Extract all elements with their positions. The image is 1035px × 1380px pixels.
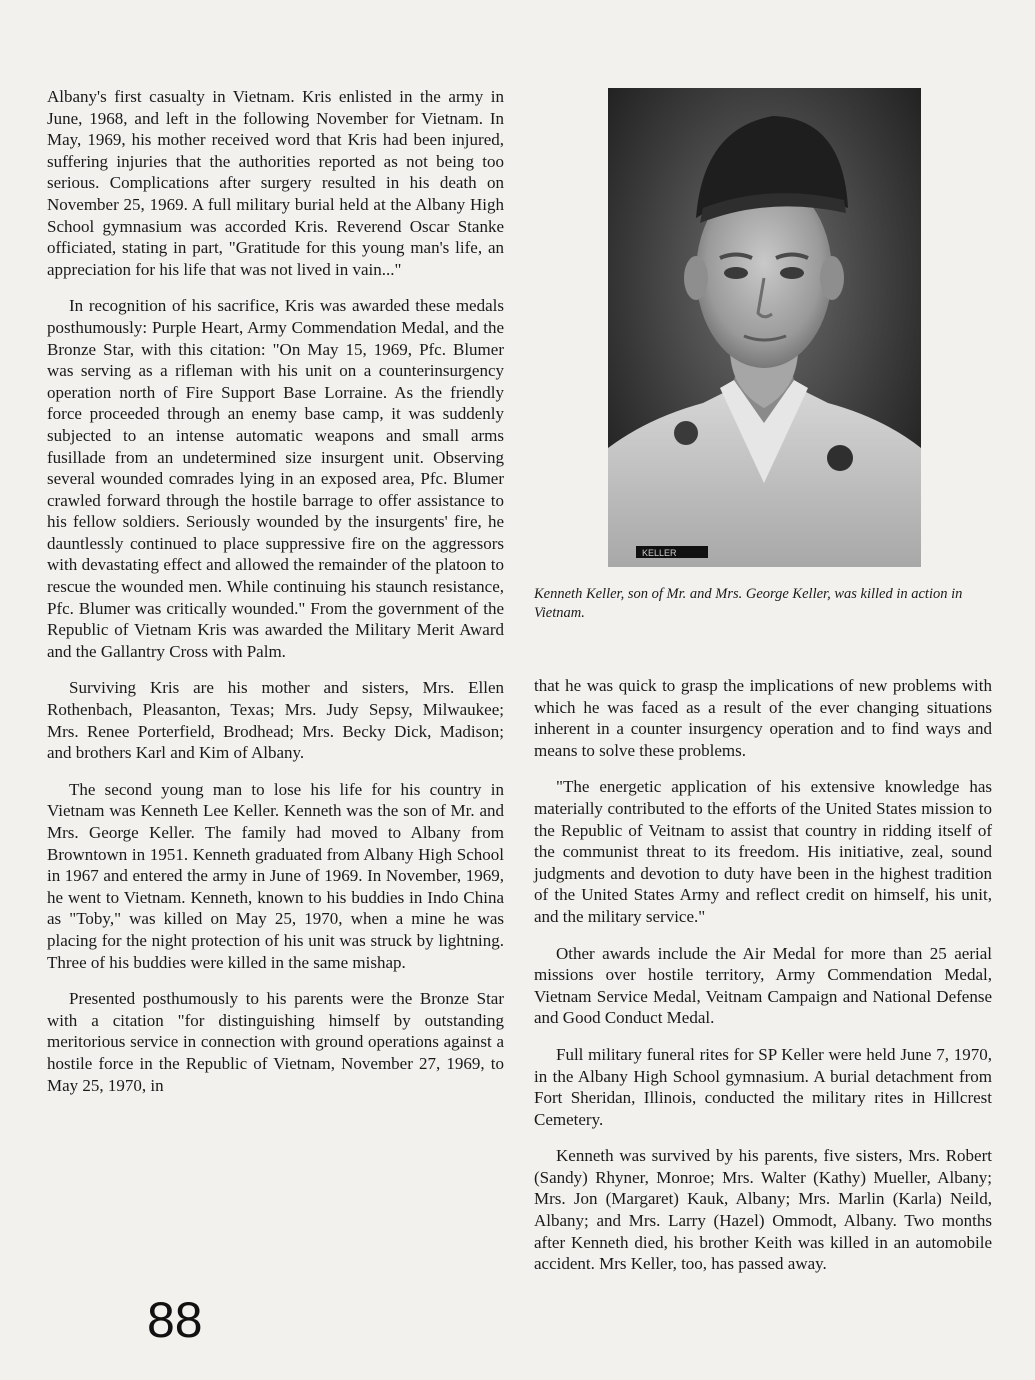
paragraph: Surviving Kris are his mother and sisters, Mrs. Ellen Rothenbach, Pleasanton, Texas; Mrs. Judy Sepsy, Milwaukee; Mrs. Renee Porterfield, Brodhead; Mrs. Becky Dick, Madison; and brothers Karl and Kim of Albany.	[47, 678, 504, 763]
paragraph: Albany's first casualty in Vietnam. Kris enlisted in the army in June, 1968, and left in the following November for Vietnam. In May, 1969, his mother received word that Kris had been injured, suffering injuries that the authorities reported as not being too serious. Complications after surgery resulted in his death on November 25, 1969. A full military burial held at the Albany High School gymnasium was accorded Kris. Reverend Oscar Stanke officiated, stating in part, "Gratitude for this young man's life, an appreciation for his life that was not lived in vain..."	[47, 87, 504, 279]
portrait-image	[608, 88, 921, 567]
paragraph: Kenneth was survived by his parents, five sisters, Mrs. Robert (Sandy) Rhyner, Monroe; Mrs. Walter (Kathy) Mueller, Albany; Mrs. Jon (Margaret) Kauk, Albany; Mrs. Marlin (Karla) Neild, Albany; and Mrs. Larry (Hazel) Ommodt, Albany. Two months after Kenneth died, his brother Keith was killed in an automobile accident. Mrs Keller, too, has passed away.	[534, 1146, 992, 1274]
paragraph: "The energetic application of his extensive knowledge has materially contributed to the efforts of the United States mission to the Republic of Veitnam to assist that country in ridding itself of the communist threat to its freedom. His initiative, zeal, sound judgments and devotion to duty have been in the highest tradition of the United States Army and reflect credit on himself, his unit, and the military service."	[534, 777, 992, 926]
photo-caption: Kenneth Keller, son of Mr. and Mrs. George Keller, was killed in action in Vietnam.	[534, 586, 963, 621]
paragraph: In recognition of his sacrifice, Kris was awarded these medals posthumously: Purple Heart, Army Commendation Medal, and the Bronze Star, with this citation: "On May 15, 1969, Pfc. Blumer was serving as a rifleman with his unit on a counterinsurgency operation north of Fire Support Base Lorraine. As the friendly force proceeded through an enemy base camp, it was suddenly subjected to an intense automatic weapons and small arms fusillade from an undetermined size insurgent unit. Observing several wounded comrades lying in an exposed area, Pfc. Blumer crawled forward through the hostile barrage to offer assistance to his fellow soldiers. Seriously wounded by the insurgents' fire, he dauntlessly continued to place suppressive fire on the aggressors with devastating effect and allowed the remainder of the platoon to rescue the wounded men. While continuing his staunch resistance, Pfc. Blumer was critically wounded." From the government of the Republic of Vietnam Kris was awarded the Military Merit Award and the Gallantry Cross with Palm.	[47, 296, 504, 661]
right-column	[534, 675, 992, 1290]
paragraph: Presented posthumously to his parents were the Bronze Star with a citation "for distinguishing himself by outstanding meritorious service in connection with ground operations against a hostile force in the Republic of Vietnam, November 27, 1969, to May 25, 1970, in	[47, 989, 504, 1095]
page-number: 88	[147, 1292, 203, 1348]
paragraph: Full military funeral rites for SP Keller were held June 7, 1970, in the Albany High School gymnasium. A burial detachment from Fort Sheridan, Illinois, conducted the military rites in Hillcrest Cemetery.	[534, 1044, 992, 1129]
paragraph: that he was quick to grasp the implications of new problems with which he was faced as a result of the ever changing situations inherent in a counter insurgency operation and to find ways and means to solve these problems.	[534, 676, 992, 760]
paragraph: Other awards include the Air Medal for more than 25 aerial missions over hostile territory, Army Commendation Medal, Vietnam Service Medal, Veitnam Campaign and National Defense and Good Conduct Medal.	[534, 943, 992, 1028]
left-column	[47, 86, 504, 1111]
name-tag: KELLER	[642, 548, 677, 558]
soldier-portrait-photo	[608, 88, 921, 567]
paragraph: The second young man to lose his life for his country in Vietnam was Kenneth Lee Keller. Kenneth was the son of Mr. and Mrs. George Keller. The family had moved to Albany from Browntown in 1951. Kenneth graduated from Albany High School in 1967 and entered the army in June of 1969. In November, 1969, he went to Vietnam. Kenneth, known to his buddies in Indo China as "Toby," was killed on May 25, 1970, when a mine he was placing for the night protection of his unit was struck by lightning. Three of his buddies were killed in the same mishap.	[47, 779, 504, 972]
